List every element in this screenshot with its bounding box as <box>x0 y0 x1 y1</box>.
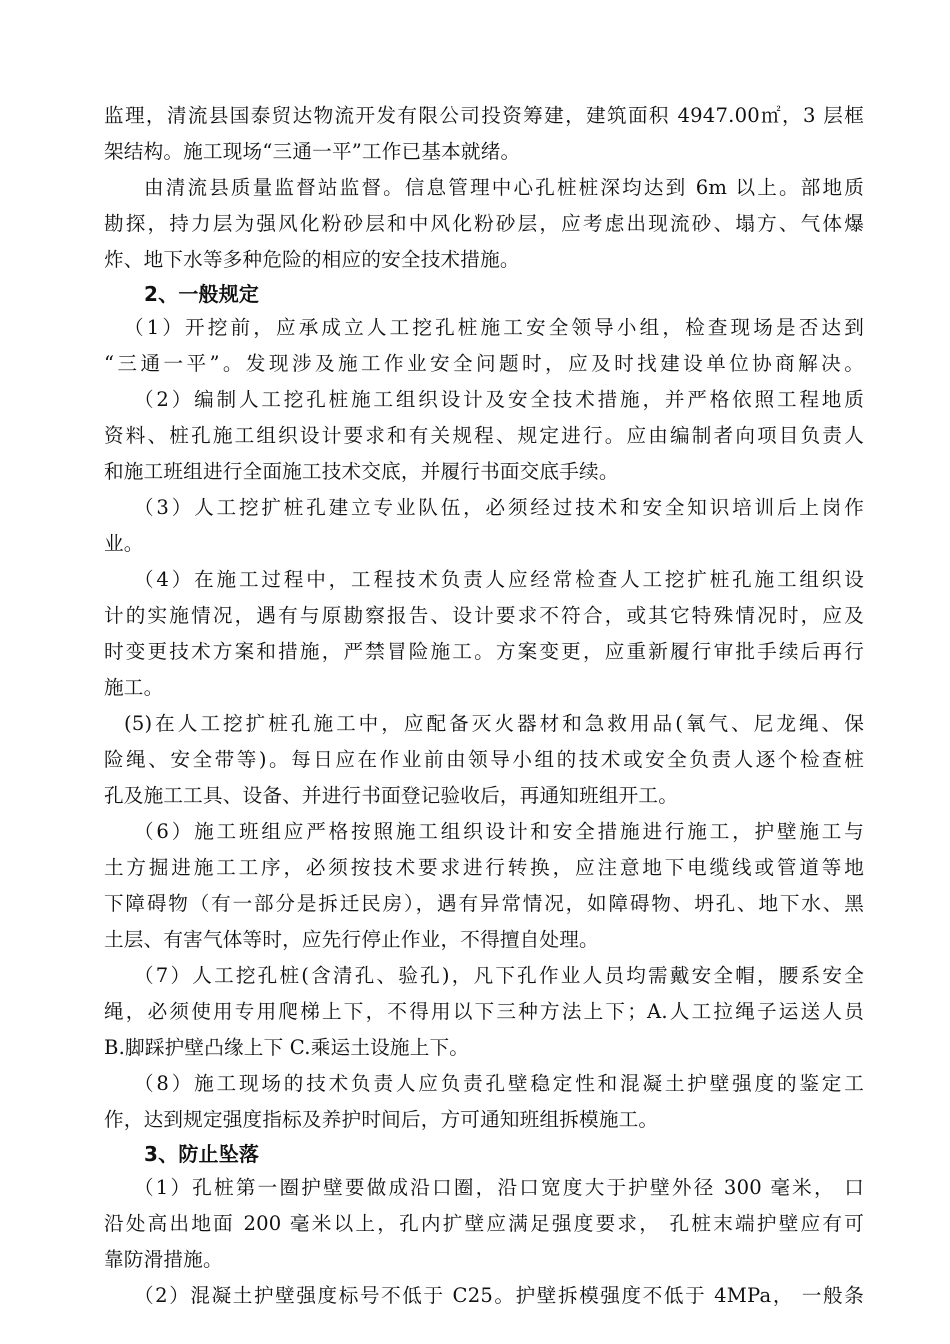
paragraph-line: B.脚踩护壁凸缘上下 C.乘运土设施上下。 <box>104 1036 470 1059</box>
paragraph-line: 监理，清流县国泰贸达物流开发有限公司投资筹建，建筑面积 4947.00㎡，3 层框 <box>104 104 864 127</box>
paragraph-line: 炸、地下水等多种危险的相应的安全技术措施。 <box>104 248 520 271</box>
paragraph-line: 沿处高出地面 200 毫米以上，孔内扩壁应满足强度要求， 孔桩末端护壁应有可 <box>104 1212 864 1235</box>
paragraph-line: （8）施工现场的技术负责人应负责孔壁稳定性和混凝土护壁强度的鉴定工 <box>134 1072 864 1095</box>
paragraph-line: (5)在人工挖扩桩孔施工中，应配备灭火器材和急救用品(氧气、尼龙绳、保 <box>124 712 864 735</box>
paragraph-line: 由清流县质量监督站监督。信息管理中心孔桩桩深均达到 6m 以上。部地质 <box>144 176 864 199</box>
section-heading: 3、防止坠落 <box>144 1142 260 1166</box>
paragraph-line: （1）开挖前，应承成立人工挖孔桩施工安全领导小组，检查现场是否达到 <box>124 316 864 339</box>
paragraph-line: 绳，必须使用专用爬梯上下，不得用以下三种方法上下；A.人工拉绳子运送人员 <box>104 1000 864 1023</box>
paragraph-line: 架结构。施工现场“三通一平”工作已基本就绪。 <box>104 140 521 163</box>
paragraph-line: 业。 <box>104 532 144 555</box>
paragraph-line: 孔及施工工具、设备、并进行书面登记验收后，再通知班组开工。 <box>104 784 679 807</box>
paragraph-line: 土方掘进施工工序，必须按技术要求进行转换，应注意地下电缆线或管道等地 <box>104 856 864 879</box>
paragraph-line: 下障碍物（有一部分是拆迁民房），遇有异常情况，如障碍物、坍孔、地下水、黑 <box>104 892 864 915</box>
paragraph-line: （6）施工班组应严格按照施工组织设计和安全措施进行施工，护壁施工与 <box>134 820 864 843</box>
paragraph-line: （3）人工挖扩桩孔建立专业队伍，必须经过技术和安全知识培训后上岗作 <box>134 496 864 519</box>
paragraph-line: 施工。 <box>104 676 164 699</box>
section-heading: 2、一般规定 <box>144 282 260 306</box>
paragraph-line: 作，达到规定强度指标及养护时间后，方可通知班组拆模施工。 <box>104 1108 659 1131</box>
paragraph-line: 靠防滑措施。 <box>104 1248 223 1271</box>
paragraph-line: 险绳、安全带等)。每日应在作业前由领导小组的技术或安全负责人逐个检查桩 <box>104 748 864 771</box>
paragraph-line: “三通一平”。发现涉及施工作业安全问题时，应及时找建设单位协商解决。 <box>104 352 864 375</box>
paragraph-line: （1）孔桩第一圈护壁要做成沿口圈，沿口宽度大于护壁外径 300 毫米， 口 <box>134 1176 864 1199</box>
paragraph-line: 计的实施情况，遇有与原勘察报告、设计要求不符合，或其它特殊情况时，应及 <box>104 604 864 627</box>
paragraph-line: 勘探，持力层为强风化粉砂层和中风化粉砂层，应考虑出现流砂、塌方、气体爆 <box>104 212 864 235</box>
paragraph-line: 和施工班组进行全面施工技术交底，并履行书面交底手续。 <box>104 460 619 483</box>
paragraph-line: （7）人工挖孔桩(含清孔、验孔)，凡下孔作业人员均需戴安全帽，腰系安全 <box>134 964 864 987</box>
paragraph-line: （4）在施工过程中，工程技术负责人应经常检查人工挖扩桩孔施工组织设 <box>134 568 864 591</box>
paragraph-line: 时变更技术方案和措施，严禁冒险施工。方案变更，应重新履行审批手续后再行 <box>104 640 864 663</box>
paragraph-line: 资料、桩孔施工组织设计要求和有关规程、规定进行。应由编制者向项目负责人 <box>104 424 864 447</box>
paragraph-line: （2）混凝土护壁强度标号不低于 C25。护壁拆模强度不低于 4MPa， 一般条 <box>134 1284 864 1307</box>
paragraph-line: （2）编制人工挖孔桩施工组织设计及安全技术措施，并严格依照工程地质 <box>134 388 864 411</box>
paragraph-line: 土层、有害气体等时，应先行停止作业，不得擅自处理。 <box>104 928 599 951</box>
